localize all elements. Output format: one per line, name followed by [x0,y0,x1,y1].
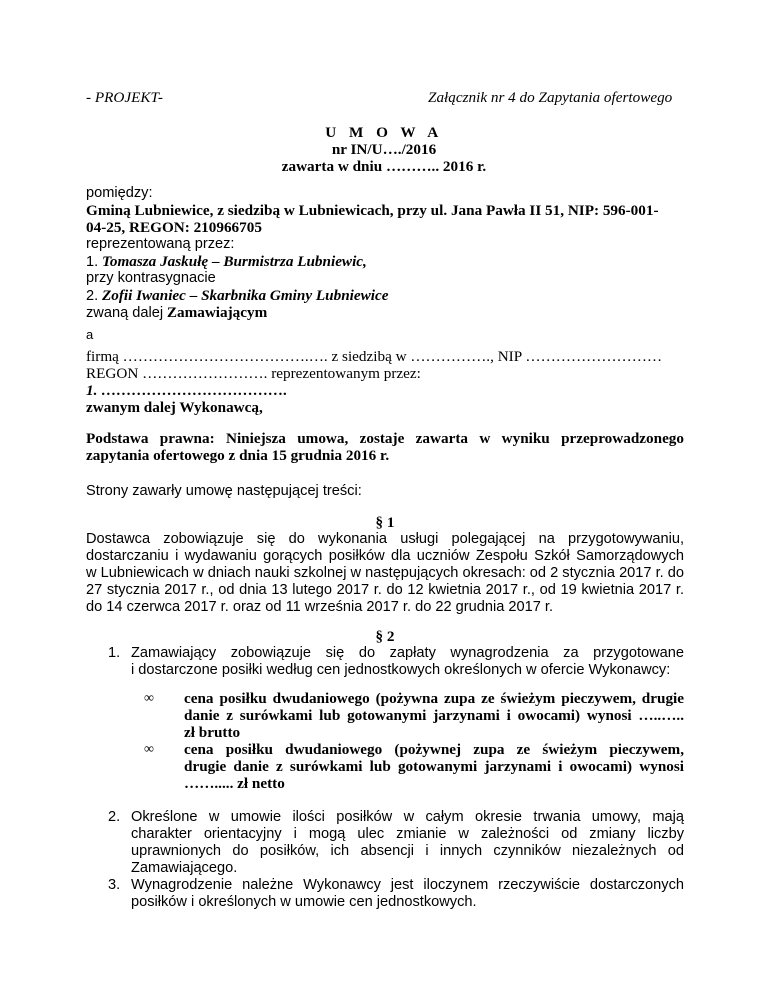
gmina-line-2: 04-25, REGON: 210966705 [86,219,262,236]
section-1-line: w Lubniewicach w dniach nauki szkolnej w następujących okresach: od 2 stycznia 2017 r. do [86,565,684,581]
item-3-line: posiłków i określonych w umowie cen jednostkowych. [131,894,477,910]
section-1-line: Dostawca zobowiązuje się do wykonania usługi polegającej na przygotowywaniu, [86,531,684,547]
project-label: - PROJEKT- [86,89,163,106]
bullet-2-line: drugie danie z surówkami lub gotowanymi jarzynami i owocami) wynosi [184,758,684,775]
contract-number: nr IN/U…./2016 [331,141,437,158]
item-2-line: charakter orientacyjny i mogą ulec zmianie w zależności od zmiany liczby [131,826,684,842]
bullet-2-line: cena posiłku dwudaniowego (pożywnej zupa ze świeżym pieczywem, [184,741,684,758]
section-1-line: 27 stycznia 2017 r., od dnia 13 lutego 2017 r. do 12 kwietnia 2017 r., od 19 kwietnia 2017 r. [86,582,684,598]
bullet-1-line: cena posiłku dwudaniowego (pożywna zupa ze świeżym pieczywem, drugie [184,690,684,707]
legal-basis-line-2: zapytania ofertowego z dnia 15 grudnia 2016 r. [86,447,390,464]
ordering-party-name: Zamawiającym [166,304,268,321]
item-2-line: Zamawiającego. [131,860,238,876]
contract-title: U M O W A [325,124,443,141]
representative-1 [86,253,367,271]
section-1-heading: § 1 [375,514,395,531]
contractor-designation: zwanym dalej Wykonawcą, [86,399,263,416]
item-1-line: i dostarczone posiłki według cen jednostkowych określonych w ofercie Wykonawcy: [131,662,671,678]
called-ordering-party [86,304,267,322]
item-1-line: Zamawiający zobowiązuje się do zapłaty wynagrodzenia za przygotowane [131,645,684,661]
bullet-1-line: danie z surówkami lub gotowanymi jarzynami i owocami) wynosi …..….. [184,707,684,724]
section-1-line: do 14 czerwca 2017 r. oraz od 11 września 2017 r. do 22 grudnia 2017 r. [86,599,554,615]
section-1-line: dostarczaniu i wydawaniu gorących posiłków dla uczniów Zespołu Szkół Samorządowych [86,548,684,564]
contract-date: zawarta w dniu ……….. 2016 r. [281,158,487,175]
representative-2-name: Zofii Iwaniec – Skarbnika Gminy Lubniewice [101,287,389,304]
bullet-1-line: zł brutto [184,724,241,741]
called-prefix: zwaną dalej [86,305,164,321]
item-1-number: 1. [108,645,121,661]
and-text: a [86,327,94,342]
infinity-bullet-icon: ∞ [144,691,154,706]
legal-basis-line-1: Podstawa prawna: Niniejsza umowa, zostaje zawarta w wyniku przeprowadzonego [86,430,684,447]
countersign-text: przy kontrasygnacie [86,270,216,286]
item-2-line: uprawnionych do posiłków, ich absencji i innych czynników niezależnych od [131,843,684,859]
item-2-line: Określone w umowie ilości posiłków w całym okresie trwania umowy, mają [131,809,684,825]
representative-1-name: Tomasza Jaskułę – Burmistrza Lubniewic, [101,253,367,270]
intro-text: Strony zawarły umowę następującej treści: [86,483,362,499]
infinity-bullet-icon: ∞ [144,742,154,757]
bullet-2-line: ……..... zł netto [184,775,285,792]
section-2-heading: § 2 [375,628,395,645]
between-text: pomiędzy: [86,185,153,201]
item-3-number: 3. [108,877,121,893]
firm-line-2: REGON ……………………. reprezentowanym przez: [86,365,421,382]
represented-text: reprezentowaną przez: [86,236,235,252]
firm-representative: 1. ………………………………. [86,382,288,399]
attachment-label: Załącznik nr 4 do Zapytania ofertowego [428,89,673,106]
gmina-line-1: Gminą Lubniewice, z siedzibą w Lubniewicach, przy ul. Jana Pawła II 51, NIP: 596-001- [86,202,659,219]
representative-2-number: 2. [86,288,99,304]
firm-line-1: firmą ……………………………….…. z siedzibą w ……………., NIP ……………………… [86,348,663,365]
item-2-number: 2. [108,809,121,825]
item-3-line: Wynagrodzenie należne Wykonawcy jest iloczynem rzeczywiście dostarczonych [131,877,684,893]
representative-2 [86,287,388,305]
representative-1-number: 1. [86,254,99,270]
